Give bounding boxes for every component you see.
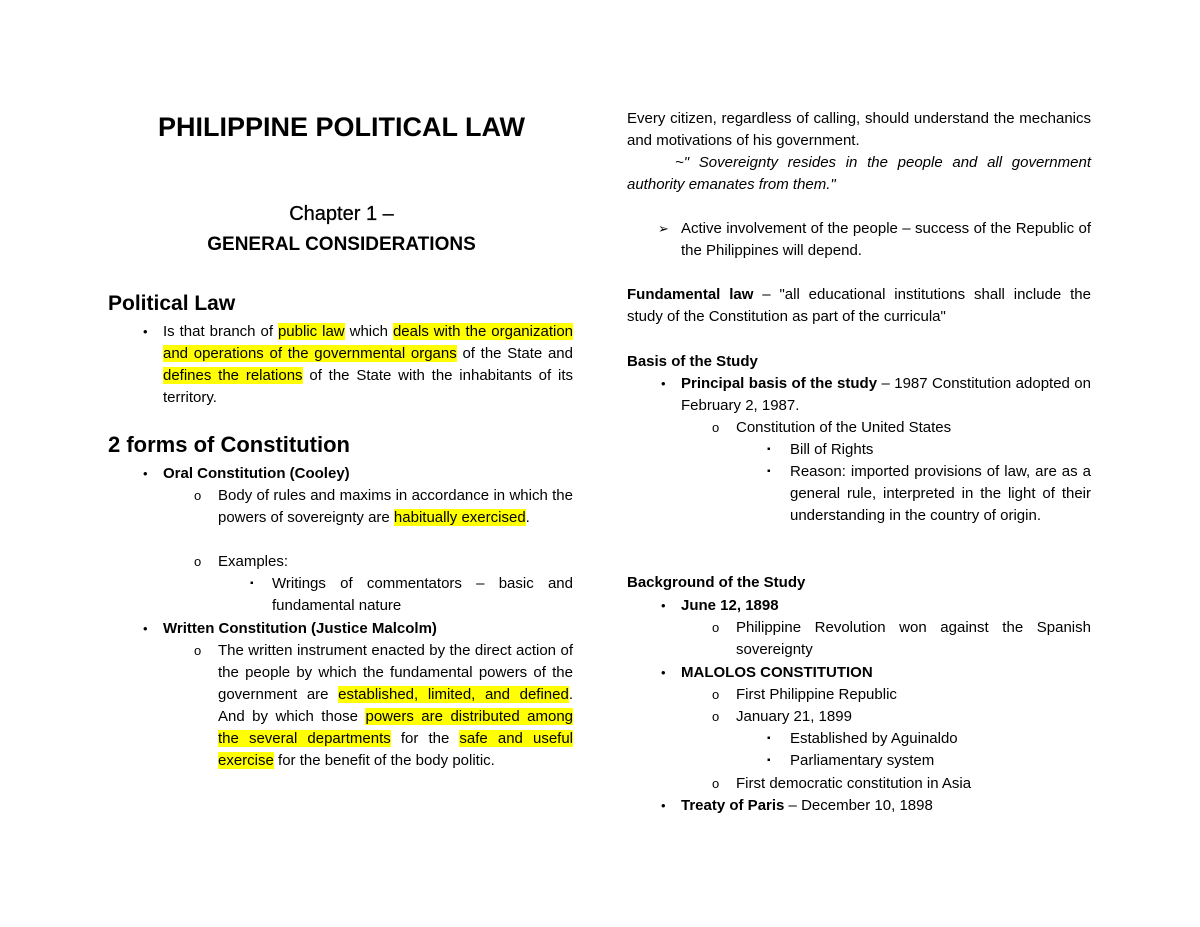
square-bullet-icon: ▪	[767, 755, 771, 766]
revolution-item: Philippine Revolution won against the Spanish sovereignty	[736, 619, 1091, 658]
circle-bullet-icon: o	[712, 776, 720, 791]
examples-label: Examples:	[218, 553, 289, 570]
highlighted-text: safe and useful exercise	[218, 730, 574, 769]
bullet-icon: •	[143, 466, 148, 481]
bullet-icon: •	[661, 376, 666, 391]
bullet-icon: •	[661, 598, 666, 613]
highlighted-text: powers are distributed among the several departments	[218, 708, 574, 747]
text-segment: which	[344, 323, 393, 340]
square-bullet-icon: ▪	[250, 578, 254, 589]
political-law-heading: Political Law	[108, 292, 236, 315]
forms-heading: 2 forms of Constitution	[108, 432, 350, 457]
highlighted-text: habitually exercised	[393, 509, 526, 526]
treaty-text: – December 10, 1898	[784, 797, 933, 814]
highlighted-text: established, limited, and defined	[338, 686, 569, 703]
chapter-title: GENERAL CONSIDERATIONS	[207, 234, 476, 255]
treaty-label: Treaty of Paris	[681, 797, 785, 814]
malolos-item: MALOLOS CONSTITUTION	[681, 664, 873, 681]
reason-item: Reason: imported provisions of law, are as a general rule, interpreted in the light of their understanding in the country of origin.	[790, 463, 1091, 524]
us-constitution-item: Constitution of the United States	[736, 419, 952, 436]
written-constitution-label: Written Constitution (Justice Malcolm)	[163, 620, 437, 637]
bullet-icon: •	[143, 621, 148, 636]
bullet-icon: •	[661, 665, 666, 680]
oral-constitution-body	[218, 485, 573, 529]
treaty-item	[681, 795, 933, 817]
written-constitution-body	[218, 640, 573, 772]
text-segment: of the State and	[456, 345, 573, 362]
parliamentary-item: Parliamentary system	[790, 752, 935, 769]
june-item: June 12, 1898	[681, 597, 779, 614]
circle-bullet-icon: o	[194, 643, 202, 658]
text-segment: for the benefit of the body politic.	[273, 752, 495, 769]
basis-heading: Basis of the Study	[627, 353, 758, 370]
circle-bullet-icon: o	[712, 687, 720, 702]
example-item: Writings of commentators – basic and fundamental nature	[272, 575, 573, 614]
arrow-bullet-icon: ➢	[658, 221, 669, 236]
principal-basis-text: – 1987 Constitution adopted on February 2, 1987.	[681, 375, 1091, 414]
square-bullet-icon: ▪	[767, 466, 771, 477]
square-bullet-icon: ▪	[767, 444, 771, 455]
text-segment: The written instrument enacted by the direct action of the people by which the fundamental powers of the government are	[218, 642, 573, 703]
bullet-icon: •	[661, 798, 666, 813]
square-bullet-icon: ▪	[767, 733, 771, 744]
highlighted-text: public law	[277, 323, 345, 340]
principal-basis-item	[681, 373, 1091, 417]
text-segment: of the State with the inhabitants of its territory.	[163, 367, 573, 406]
text-segment: Is that branch of	[163, 323, 278, 340]
highlighted-text: deals with the organization and operations of the governmental organs	[163, 323, 574, 362]
fundamental-law-text: – "all educational institutions shall include the study of the Constitution as part of the curricula"	[627, 286, 1091, 325]
circle-bullet-icon: o	[712, 420, 720, 435]
bill-of-rights-item: Bill of Rights	[790, 441, 874, 458]
circle-bullet-icon: o	[712, 620, 720, 635]
fundamental-law-label: Fundamental law	[627, 286, 754, 303]
aguinaldo-item: Established by Aguinaldo	[790, 730, 958, 747]
first-democratic-item: First democratic constitution in Asia	[736, 775, 972, 792]
sovereignty-quote: ~" Sovereignty resides in the people and all government authority emanates from them."	[627, 154, 1091, 193]
principal-basis-label: Principal basis of the study	[681, 375, 878, 392]
circle-bullet-icon: o	[194, 554, 202, 569]
first-republic-item: First Philippine Republic	[736, 686, 897, 703]
background-heading: Background of the Study	[627, 574, 806, 591]
political-law-definition	[163, 321, 573, 409]
january-item: January 21, 1899	[736, 708, 852, 725]
fundamental-law-paragraph	[627, 284, 1091, 328]
circle-bullet-icon: o	[194, 488, 202, 503]
circle-bullet-icon: o	[712, 709, 720, 724]
active-involvement-item: Active involvement of the people – success of the Republic of the Philippines will depend.	[681, 220, 1091, 259]
text-segment: Body of rules and maxims in accordance in which the powers of sovereignty are	[218, 487, 573, 526]
text-segment: .	[525, 509, 530, 526]
chapter-number: Chapter 1 –	[289, 203, 394, 225]
intro-paragraph: Every citizen, regardless of calling, should understand the mechanics and motivations of his government.	[627, 110, 1091, 149]
oral-constitution-label: Oral Constitution (Cooley)	[163, 465, 350, 482]
bullet-icon: •	[143, 324, 148, 339]
text-segment: for the	[390, 730, 460, 747]
text-segment: . And by which those	[218, 686, 573, 725]
highlighted-text: defines the relations	[163, 367, 303, 384]
document-title: PHILIPPINE POLITICAL LAW	[157, 112, 526, 142]
